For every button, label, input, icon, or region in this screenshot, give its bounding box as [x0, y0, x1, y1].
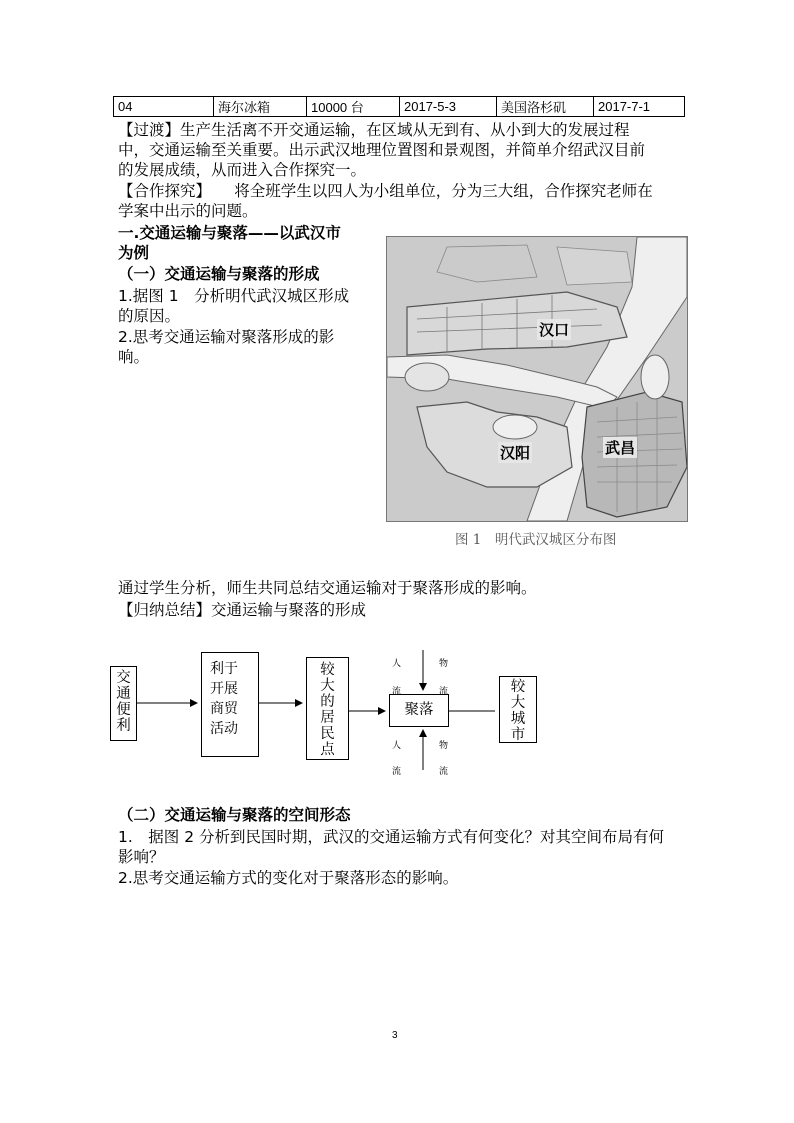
transition-line-1: 【过渡】生产生活离不开交通运输，在区域从无到有、从小到大的发展过程	[118, 121, 630, 139]
flow-box-settlement-node-label: 聚落	[404, 702, 434, 718]
transition-line-2: 中，交通运输至关重要。出示武汉地理位置图和景观图，并简单介绍武汉目前	[118, 141, 646, 159]
map-caption: 图 1 明代武汉城区分布图	[455, 532, 617, 548]
cooperation-line-2: 学案中出示的问题。	[118, 202, 258, 220]
shipment-table	[113, 96, 685, 117]
section-1-title-line-2: 为例	[118, 244, 150, 262]
flow-box-settlement-label: 较大的居民点	[320, 662, 335, 758]
section-2-question-1-line-2: 影响？	[118, 848, 165, 866]
wuhan-ming-map	[386, 236, 688, 522]
table-cell: 2017-5-3	[400, 97, 497, 117]
flow-box-city	[499, 676, 537, 743]
map-label-hankou: 汉口	[539, 321, 570, 339]
summary-heading: 【归纳总结】交通运输与聚落的形成	[118, 601, 367, 619]
label-people-flow-bottom: 人流	[392, 741, 402, 777]
table-cell: 10000 台	[307, 97, 400, 117]
table-cell: 04	[114, 97, 214, 117]
table-row	[114, 97, 685, 117]
analysis-text: 通过学生分析，师生共同总结交通运输对于聚落形成的影响。	[118, 579, 537, 597]
flow-box-city-label: 较大城市	[510, 679, 526, 743]
label-goods-flow-top: 物流	[439, 659, 449, 697]
map-label-wuchang: 武昌	[605, 439, 636, 457]
map-label-hanyang: 汉阳	[500, 444, 531, 462]
table-cell: 海尔冰箱	[214, 97, 307, 117]
label-people-flow-top: 人流	[392, 659, 402, 697]
table-cell: 2017-7-1	[594, 97, 685, 117]
section-2-question-2: 2.思考交通运输方式的变化对于聚落形态的影响。	[118, 869, 459, 887]
flow-box-trade-label: 利于开展商贸活动	[210, 661, 238, 737]
label-goods-flow-bottom: 物流	[439, 741, 449, 777]
flow-box-trade	[201, 652, 259, 757]
question-1-line-2: 的原因。	[118, 307, 181, 325]
flow-box-transport	[110, 666, 137, 741]
cooperation-line-1: 【合作探究】 将全班学生以四人为小组单位，分为三大组，合作探究老师在	[118, 182, 653, 200]
page-number: 3	[392, 1030, 398, 1041]
subsection-1-title: （一）交通运输与聚落的形成	[118, 265, 320, 283]
question-1-line-1: 1.据图 1 分析明代武汉城区形成	[118, 287, 350, 305]
subsection-2-title: （二）交通运输与聚落的空间形态	[118, 806, 351, 824]
question-2-line-1: 2.思考交通运输对聚落形成的影	[118, 328, 335, 346]
question-2-line-2: 响。	[118, 348, 150, 366]
flow-box-transport-label: 交通便利	[116, 670, 131, 734]
transition-line-3: 的发展成绩，从而进入合作探究一。	[118, 161, 367, 179]
table-cell: 美国洛杉矶	[497, 97, 594, 117]
flow-box-settlement	[306, 657, 349, 760]
section-1-title-line-1: 一.交通运输与聚落——以武汉市	[118, 224, 341, 242]
map-graphic	[387, 237, 687, 521]
section-2-question-1-line-1: 1. 据图 2 分析到民国时期，武汉的交通运输方式有何变化？对其空间布局有何	[118, 828, 665, 846]
